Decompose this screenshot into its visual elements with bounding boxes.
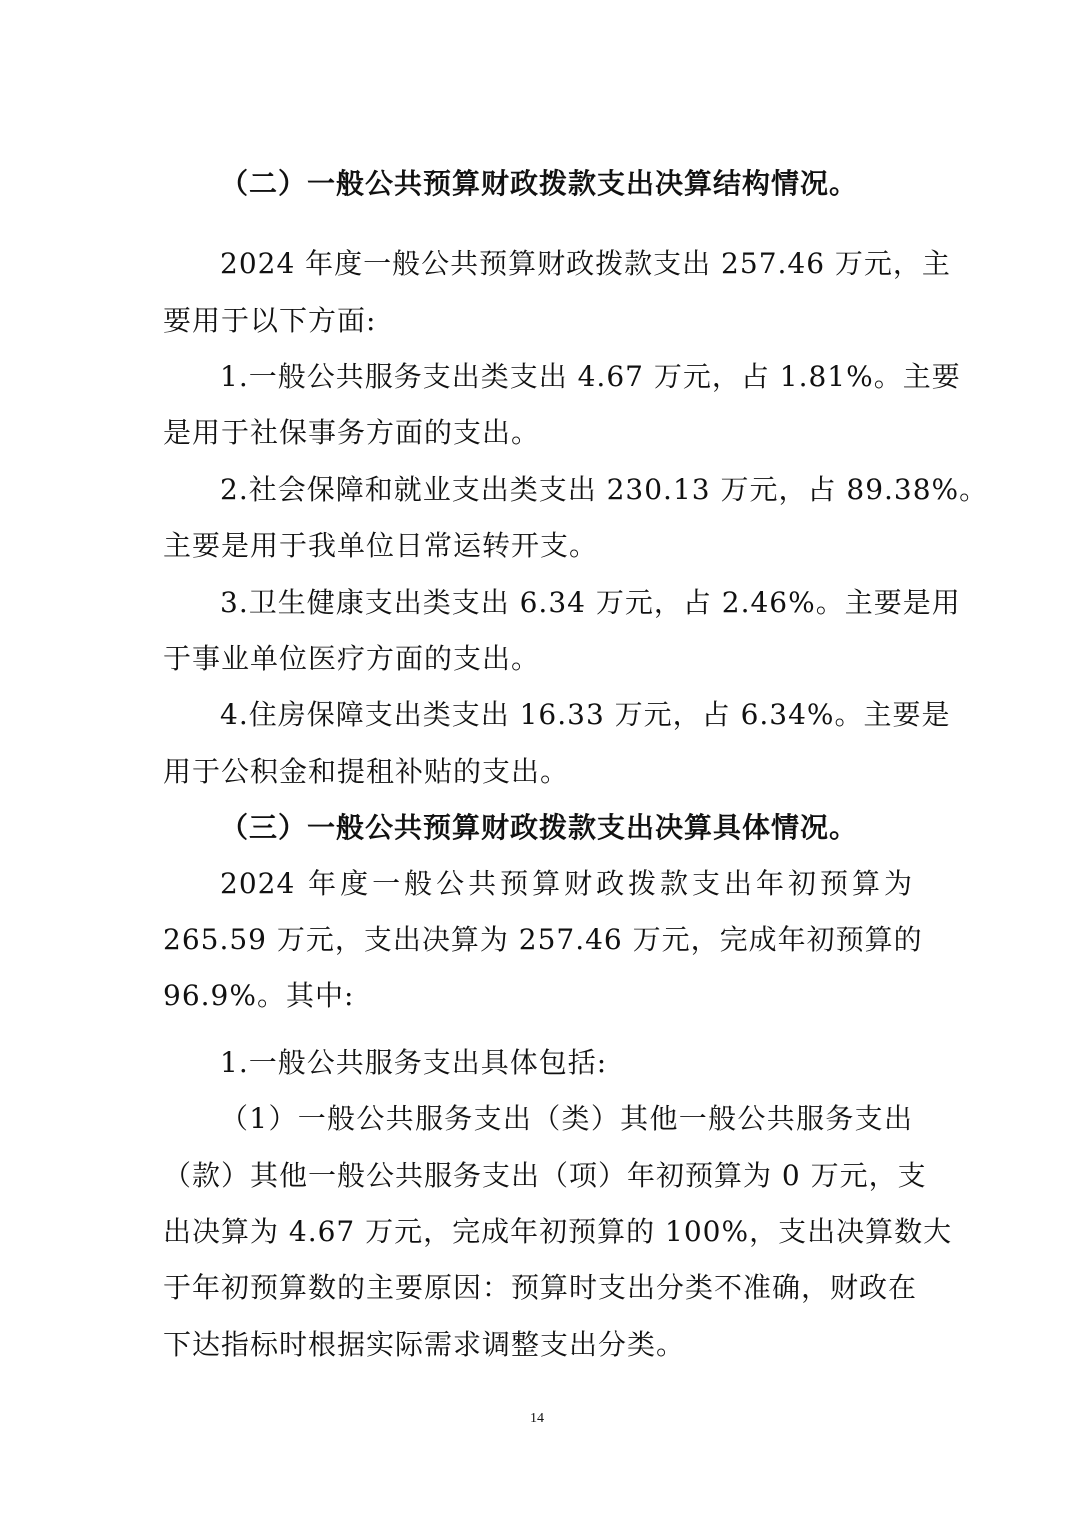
- paragraph-line: 2024 年度一般公共预算财政拨款支出 257.46 万元，主: [220, 247, 951, 280]
- paragraph-line: 265.59 万元，支出决算为 257.46 万元，完成年初预算的: [163, 923, 923, 956]
- paragraph-line: 于年初预算数的主要原因：预算时支出分类不准确，财政在: [163, 1271, 918, 1304]
- paragraph-line: 是用于社保事务方面的支出。: [163, 416, 541, 449]
- paragraph-line: 要用于以下方面:: [163, 304, 377, 337]
- paragraph-line: 4.住房保障支出类支出 16.33 万元，占 6.34%。主要是: [220, 698, 951, 731]
- paragraph-line: 主要是用于我单位日常运转开支。: [163, 529, 599, 562]
- paragraph-line: 于事业单位医疗方面的支出。: [163, 642, 541, 675]
- subsection-heading: 1.一般公共服务支出具体包括:: [220, 1046, 608, 1079]
- paragraph-line: 下达指标时根据实际需求调整支出分类。: [163, 1328, 686, 1361]
- paragraph-line: 1.一般公共服务支出类支出 4.67 万元，占 1.81%。主要: [220, 360, 961, 393]
- paragraph-line: 2.社会保障和就业支出类支出 230.13 万元，占 89.38%。: [220, 473, 989, 506]
- section-heading-2: （二）一般公共预算财政拨款支出决算结构情况。: [220, 167, 859, 200]
- paragraph-line: （1）一般公共服务支出（类）其他一般公共服务支出: [220, 1102, 913, 1135]
- paragraph-line: 3.卫生健康支出类支出 6.34 万元，占 2.46%。主要是用: [220, 586, 961, 619]
- paragraph-line: 96.9%。其中:: [163, 979, 355, 1012]
- paragraph-line: 用于公积金和提租补贴的支出。: [163, 755, 570, 788]
- page-number: 14: [530, 1411, 544, 1426]
- paragraph-line: 出决算为 4.67 万元，完成年初预算的 100%，支出决算数大: [163, 1215, 953, 1248]
- paragraph-line: （款）其他一般公共服务支出（项）年初预算为 0 万元，支: [163, 1159, 927, 1192]
- section-heading-3: （三）一般公共预算财政拨款支出决算具体情况。: [220, 811, 859, 844]
- paragraph-line: 2024 年度一般公共预算财政拨款支出年初预算为: [220, 867, 913, 900]
